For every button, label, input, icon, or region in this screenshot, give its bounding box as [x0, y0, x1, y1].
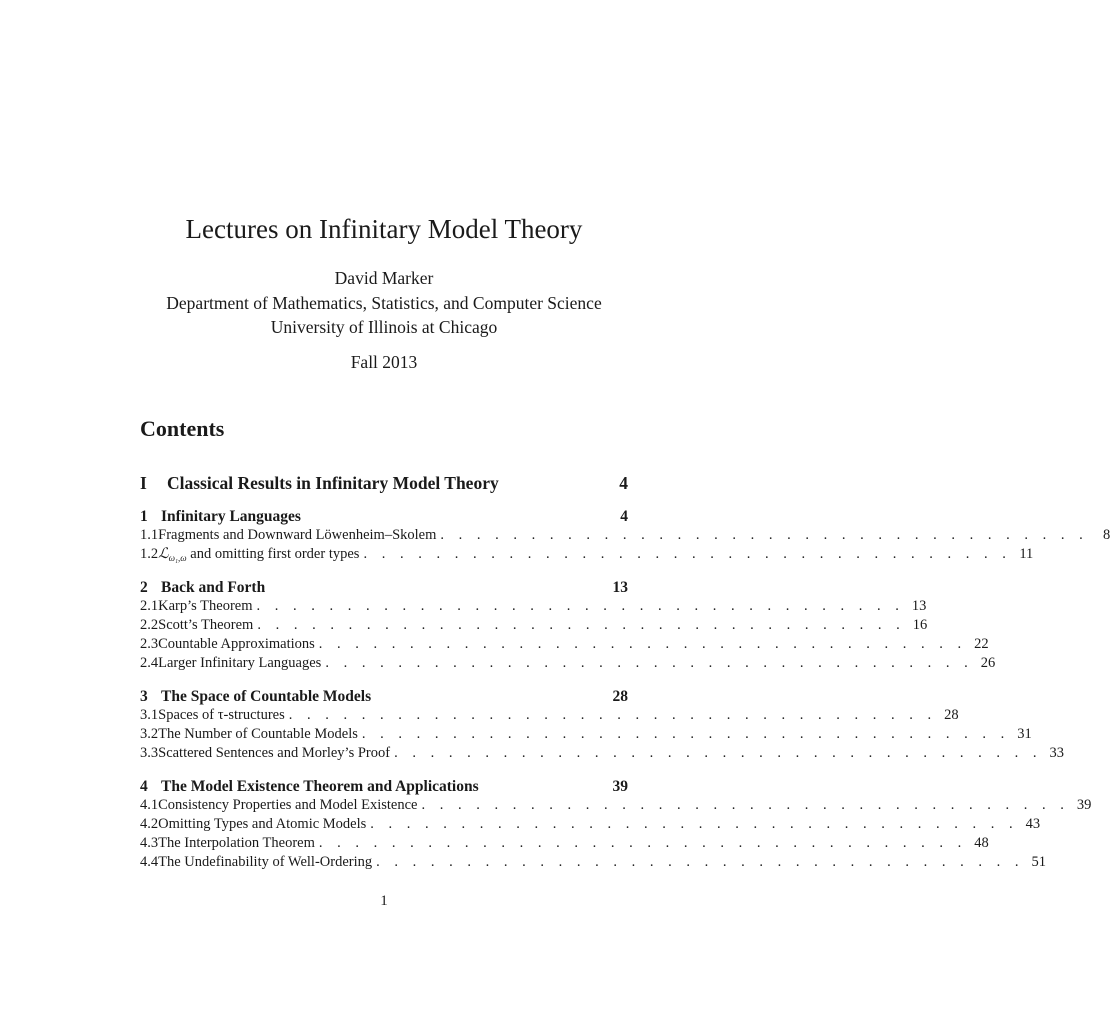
toc-chapter-title: The Space of Countable Models [161, 688, 372, 705]
toc-leader-dots: . . . . . . . . . . . . . . . . . . . . . . . . . . . . . . . . . . . . [318, 835, 967, 851]
toc-part-number: I [140, 473, 147, 493]
toc-leader-dots: . . . . . . . . . . . . . . . . . . . . . . . . . . . . . . . . . . . . [363, 546, 1012, 562]
author-department: Department of Mathematics, Statistics, and Computer Science [166, 293, 602, 313]
document-title: Lectures on Infinitary Model Theory [185, 214, 583, 244]
toc-leader-dots: . . . . . . . . . . . . . . . . . . . . . . . . . . . . . . . . . . . . [394, 745, 1042, 761]
toc-chapter-title: Infinitary Languages [161, 508, 301, 525]
toc-section-page: 28 [944, 707, 959, 723]
toc-section-number: 2.4 [140, 655, 159, 671]
toc-section-number: 2.3 [140, 636, 159, 652]
toc-chapter-title: Back and Forth [161, 579, 266, 596]
toc-leader-dots: . . . . . . . . . . . . . . . . . . . . . . . . . . . . . . . . . . . . [288, 707, 937, 723]
toc-section-number: 4.3 [140, 835, 159, 851]
author-university: University of Illinois at Chicago [270, 317, 498, 337]
toc-section-entry[interactable] [140, 546, 1034, 566]
toc-section-entry[interactable] [140, 655, 996, 675]
toc-part-title: Classical Results in Infinitary Model Theory [167, 473, 499, 493]
toc-section-number: 4.2 [140, 816, 159, 832]
toc-section-title: Consistency Properties and Model Existence [158, 797, 418, 813]
toc-section-page: 31 [1017, 726, 1032, 742]
toc-section-number: 2.1 [140, 598, 159, 614]
toc-leader-dots: . . . . . . . . . . . . . . . . . . . . . . . . . . . . . . . . . . . . [440, 527, 1089, 543]
toc-chapter-number: 3 [140, 688, 148, 705]
toc-section-title: Fragments and Downward Löwenheim–Skolem [158, 527, 437, 543]
toc-chapter-number: 2 [140, 579, 148, 596]
toc-section-title: Countable Approximations [158, 636, 315, 652]
toc-section-title: The Interpolation Theorem [158, 835, 315, 851]
toc-section-title: The Number of Countable Models [158, 726, 358, 742]
toc-section-number: 3.2 [140, 726, 159, 742]
toc-chapter-title: The Model Existence Theorem and Applications [161, 778, 479, 795]
toc-section-entry[interactable] [140, 527, 1110, 547]
toc-section-title: Scattered Sentences and Morley’s Proof [158, 745, 391, 761]
toc-leader-dots: . . . . . . . . . . . . . . . . . . . . . . . . . . . . . . . . . . . . [256, 598, 905, 614]
toc-section-page: 8 [1103, 527, 1110, 543]
toc-chapter-page: 4 [620, 508, 628, 525]
toc-section-title-rest: and omitting first order types [186, 546, 360, 562]
toc-section-number: 4.4 [140, 854, 159, 870]
toc-section-entry[interactable] [140, 816, 1041, 836]
toc-section-entry[interactable] [140, 745, 1064, 765]
toc-section-page: 26 [980, 655, 996, 671]
toc-section-page: 43 [1025, 816, 1041, 832]
toc-leader-dots: . . . . . . . . . . . . . . . . . . . . . . . . . . . . . . . . . . . . [318, 636, 967, 652]
toc-chapter-entry[interactable] [140, 688, 628, 708]
toc-chapter-entry[interactable] [140, 508, 628, 528]
toc-part-page: 4 [619, 473, 628, 493]
toc-chapter-page: 13 [612, 579, 628, 596]
toc-section-title: Spaces of τ-structures [158, 707, 285, 723]
toc-section-title: Karp’s Theorem [158, 598, 253, 614]
toc-section-title [158, 546, 359, 563]
toc-leader-dots: . . . . . . . . . . . . . . . . . . . . . . . . . . . . . . . . . . . . [361, 726, 1010, 742]
toc-chapter-number: 1 [140, 508, 148, 525]
toc-section-page: 33 [1049, 745, 1064, 761]
toc-section-entry[interactable] [140, 636, 989, 656]
contents-heading: Contents [140, 416, 225, 441]
author-name: David Marker [334, 268, 434, 288]
toc-leader-dots: . . . . . . . . . . . . . . . . . . . . . . . . . . . . . . . . . . . . [370, 816, 1019, 832]
toc-part-entry[interactable] [140, 473, 628, 493]
toc-section-entry[interactable] [140, 854, 1046, 874]
subscript-omega: ω₁,ω [168, 553, 187, 563]
toc-section-number: 4.1 [140, 797, 159, 813]
toc-chapter-page: 28 [612, 688, 628, 705]
toc-section-number: 1.2 [140, 546, 159, 562]
toc-section-title: Omitting Types and Atomic Models [158, 816, 367, 832]
toc-leader-dots: . . . . . . . . . . . . . . . . . . . . . . . . . . . . . . . . . . . . [257, 617, 906, 633]
toc-section-entry[interactable] [140, 797, 1092, 817]
toc-section-entry[interactable] [140, 726, 1032, 746]
toc-section-entry[interactable] [140, 835, 989, 855]
toc-leader-dots: . . . . . . . . . . . . . . . . . . . . . . . . . . . . . . . . . . . . [421, 797, 1070, 813]
script-l-symbol: ℒ [158, 546, 169, 562]
toc-section-page: 22 [974, 636, 989, 652]
toc-chapter-number: 4 [140, 778, 148, 795]
toc-section-number: 2.2 [140, 617, 159, 633]
toc-section-entry[interactable] [140, 617, 928, 637]
toc-section-page: 51 [1031, 854, 1046, 870]
toc-section-number: 3.3 [140, 745, 159, 761]
toc-section-number: 3.1 [140, 707, 159, 723]
toc-section-page: 13 [911, 598, 927, 614]
toc-section-title: The Undefinability of Well-Ordering [158, 854, 373, 870]
toc-leader-dots: . . . . . . . . . . . . . . . . . . . . . . . . . . . . . . . . . . . . [325, 655, 974, 671]
footer-page-number: 1 [380, 893, 388, 909]
toc-section-number: 1.1 [140, 527, 159, 543]
toc-section-entry[interactable] [140, 598, 927, 618]
document-date: Fall 2013 [350, 352, 418, 372]
toc-section-title: Larger Infinitary Languages [158, 655, 322, 671]
toc-chapter-entry[interactable] [140, 778, 628, 798]
toc-section-page: 39 [1076, 797, 1092, 813]
toc-section-page: 16 [912, 617, 928, 633]
toc-chapter-page: 39 [612, 778, 628, 795]
toc-section-title: Scott’s Theorem [158, 617, 254, 633]
toc-section-entry[interactable] [140, 707, 959, 727]
toc-chapter-entry[interactable] [140, 579, 628, 599]
toc-section-page: 48 [974, 835, 989, 851]
toc-section-page: 11 [1019, 546, 1034, 562]
toc-leader-dots: . . . . . . . . . . . . . . . . . . . . . . . . . . . . . . . . . . . . [376, 854, 1024, 870]
